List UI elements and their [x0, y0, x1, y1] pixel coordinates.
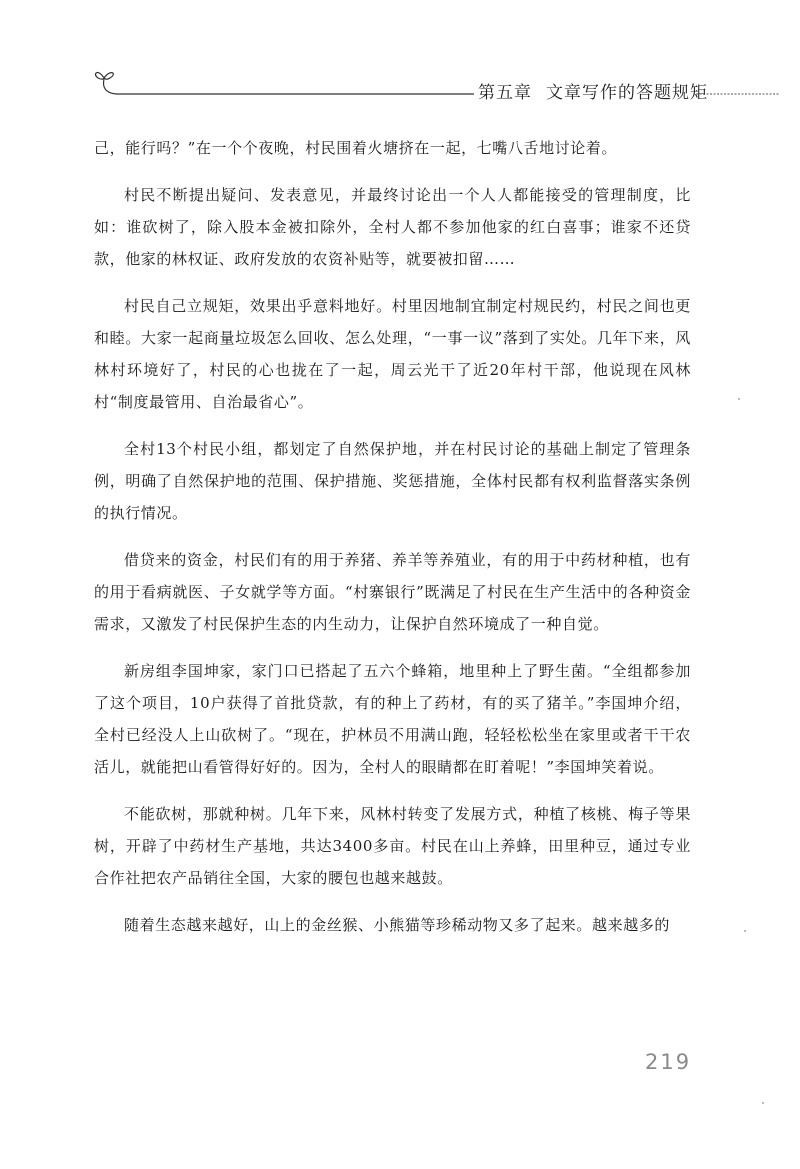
paragraph: 村民不断提出疑问、发表意见，并最终讨论出一个人人都能接受的管理制度，比如：谁砍树了，除入股本金被扣除外，全村人都不参加他家的红白喜事；谁家不还贷款，他家的林权证、政府发放的农资补贴等，就要被扣留……	[94, 186, 691, 268]
chapter-title: 文章写作的答题规矩	[546, 83, 708, 103]
chapter-heading	[478, 78, 708, 103]
scan-speck	[744, 930, 746, 932]
body-text	[94, 132, 691, 956]
paragraph: 随着生态越来越好，山上的金丝猴、小熊猫等珍稀动物又多了起来。越来越多的	[124, 916, 671, 934]
sprout-icon	[96, 73, 114, 80]
paragraph: 新房组李国坤家，家门口已搭起了五六个蜂箱，地里种上了野生菌。“全组都参加了这个项目，10户获得了首批贷款，有的种上了药材，有的买了猪羊。”李国坤介绍，全村已经没人上山砍树了。“现在，护林员不用满山跑，轻轻松松坐在家里或者干干农活儿，就能把山看管得好好的。因为，全村人的眼睛都在盯着呢！”李国坤笑着说。	[94, 662, 691, 776]
scan-speck	[762, 1102, 764, 1104]
paragraph: 全村13个村民小组，都划定了自然保护地，并在村民讨论的基础上制定了管理条例，明确了自然保护地的范围、保护措施、奖惩措施，全体村民都有权利监督落实条例的执行情况。	[94, 440, 691, 522]
paragraph: 不能砍树，那就种树。几年下来，风林村转变了发展方式，种植了核桃、梅子等果树，开辟了中药材生产基地，共达3400多亩。村民在山上养蜂，田里种豆，通过专业合作社把农产品销往全国，大家的腰包也越来越鼓。	[94, 805, 691, 887]
paragraph: 村民自己立规矩，效果出乎意料地好。村里因地制宜制定村规民约，村民之间也更和睦。大家一起商量垃圾怎么回收、怎么处理，“一事一议”落到了实处。几年下来，风林村环境好了，村民的心也拢在了一起，周云光干了近20年村干部，他说现在风林村“制度最管用、自治最省心”。	[94, 297, 691, 411]
paragraph: 己，能行吗？”在一个个夜晚，村民围着火塘挤在一起，七嘴八舌地讨论着。	[94, 139, 618, 157]
header-rule-curve	[104, 79, 117, 94]
chapter-number: 第五章	[478, 83, 532, 103]
scan-speck	[738, 398, 740, 400]
paragraph: 借贷来的资金，村民们有的用于养猪、养羊等养殖业，有的用于中药材种植，也有的用于看病就医、子女就学等方面。“村寨银行”既满足了村民在生产生活中的各种资金需求，又激发了村民保护生态的内生动力，让保护自然环境成了一种自觉。	[94, 551, 691, 633]
page-number: 219	[645, 1050, 692, 1074]
running-header	[92, 66, 782, 106]
